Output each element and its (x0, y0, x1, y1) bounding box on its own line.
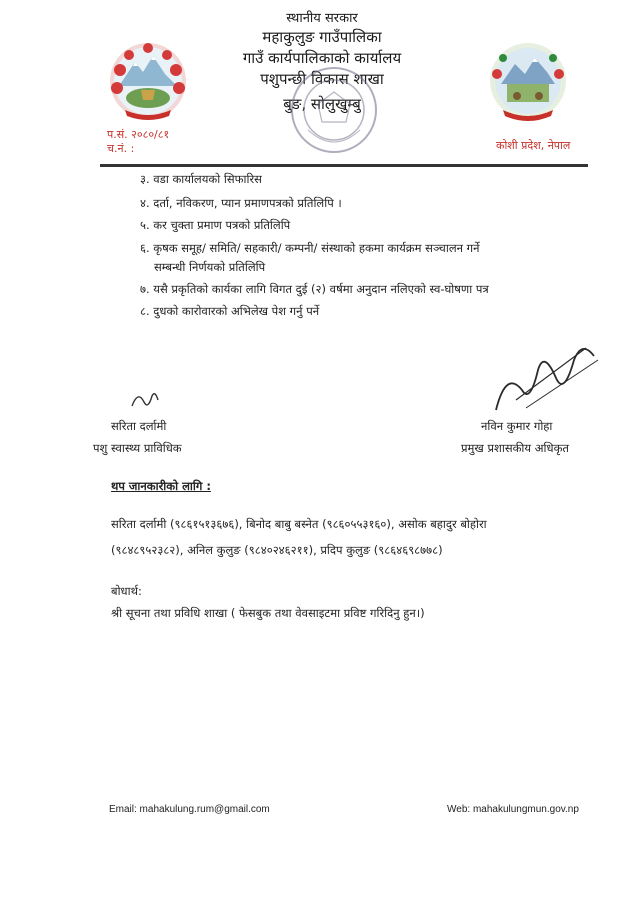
list-item: ३. वडा कार्यालयको सिफारिस (140, 172, 262, 186)
header-office-name: गाउँ कार्यपालिकाको कार्यालय (242, 49, 402, 67)
signature-left (128, 388, 162, 412)
contact-line: (९८४८९५२३८२), अनिल कुलुङ (९८४०२४६२११), प्रदिप कुलुङ (९८६४६९८७७८) (111, 543, 443, 557)
header-municipality-name: महाकुलुङ गाउँपालिका (262, 28, 382, 46)
office-seal-stamp (288, 64, 380, 156)
right-signatory-title: प्रमुख प्रशासकीय अधिकृत (461, 441, 569, 455)
header-address: बुङ, सोलुखुम्बु (283, 95, 361, 113)
right-signatory-name: नविन कुमार गोहा (481, 419, 553, 433)
cc-title: बोधार्थ: (111, 584, 142, 598)
contact-line: सरिता दर्लामी (९८६१५१३६७६), बिनोद बाबु बस्नेत (९८६०५५३१६०), असोक बहादुर बोहोरा (111, 517, 487, 531)
footer-email: Email: mahakulung.rum@gmail.com (109, 804, 270, 815)
cc-recipient: श्री सूचना तथा प्रविधि शाखा ( फेसबुक तथा वेवसाइटमा प्रविष्ट गरिदिनु हुन।) (111, 606, 425, 620)
left-signatory-name: सरिता दर्लामी (111, 419, 167, 433)
footer-website: Web: mahakulungmun.gov.np (447, 804, 579, 815)
list-item: ७. यसै प्रकृतिको कार्यका लागि विगत दुई (२) वर्षमा अनुदान नलिएको स्व-घोषणा पत्र (140, 282, 489, 296)
left-signatory-title: पशु स्वास्थ्य प्राविधिक (93, 441, 182, 455)
list-item: ८. दुधको कारोवारको अभिलेख पेश गर्नु पर्ने (140, 304, 320, 318)
list-item: ४. दर्ता, नविकरण, प्यान प्रमाणपत्रको प्रतिलिपि । (140, 196, 342, 210)
list-item: ६. कृषक समूह/ समिति/ सहकारी/ कम्पनी/ संस्थाको हकमा कार्यक्रम सञ्चालन गर्ने (140, 241, 480, 255)
header-local-government: स्थानीय सरकार (286, 11, 358, 26)
header-divider (100, 164, 588, 167)
province-caption: कोशी प्रदेश, नेपाल (496, 139, 571, 152)
list-item: ५. कर चुक्ता प्रमाण पत्रको प्रतिलिपि (140, 218, 291, 232)
header-section-name: पशुपन्छी विकास शाखा (260, 70, 384, 88)
dispatch-number: च.नं. : (107, 142, 135, 155)
contact-section-title: थप जानकारीको लागि : (111, 479, 211, 493)
reference-number: प.सं. २०८०/८१ (107, 128, 170, 141)
list-item-continuation: सम्बन्धी निर्णयको प्रतिलिपि (154, 260, 266, 274)
signature-right (486, 330, 604, 422)
